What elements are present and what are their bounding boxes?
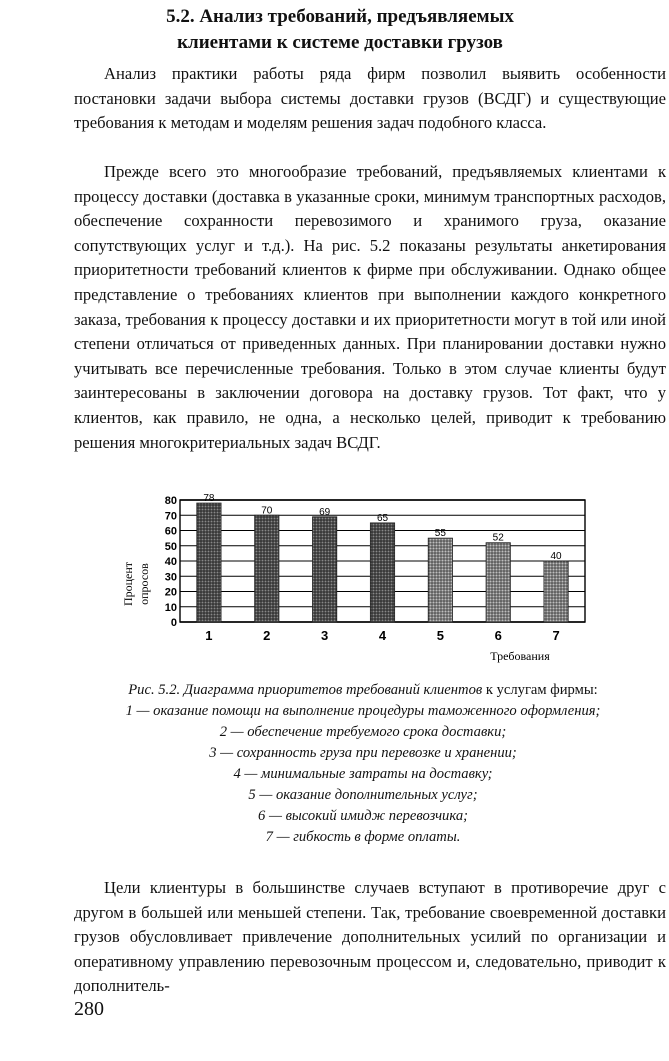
priority-bar-chart <box>110 492 600 668</box>
chart-value-label: 40 <box>550 551 562 562</box>
chart-ytick-label: 10 <box>164 601 177 614</box>
chart-bar <box>428 538 452 622</box>
chart-bar <box>312 517 336 622</box>
chart-ytick-label: 40 <box>164 556 177 568</box>
paragraph-text: Прежде всего это многообразие требований, предъявляемых клиентами к процессу доставки (доставка в указанные сроки, минимум транспортных расходов, обеспечение сохранности перевозимого и хранимого груза, оказание сопутствующих услуг и т.д.). На рис. 5.2 показаны результаты анкетирования приоритетности требований клиентов к фирме при обслуживании. Однако общее представление о требованиях клиентов при выполнении каждого конкретного заказа, требования к процессу доставки и их приоритетности могут в той или иной степени отличаться от приведенных данных. При планировании доставки нужно учитывать все перечисленные требования. Только в этом случае клиенты будут заинтересованы в заключении договора на доставку грузов. Тот факт, что у клиентов, как правило, не одна, а несколько целей, приводит к требованию решения многокритериальных задач ВСДГ. <box>74 162 666 452</box>
chart-category-label: 7 <box>552 628 560 643</box>
chart-value-label: 78 <box>203 493 215 505</box>
caption-title-italic: Рис. 5.2. Диаграмма приоритетов требований клиентов <box>128 682 483 698</box>
caption-item: 3 — сохранность груза при перевозке и хранении; <box>209 745 517 761</box>
chart-ytick-label: 20 <box>164 586 177 599</box>
section-heading <box>60 4 620 56</box>
paragraph-requirements <box>74 160 666 455</box>
chart-ylabel-line2: опросов <box>137 563 151 605</box>
chart-ylabel-line1: Процент <box>121 561 135 607</box>
chart-category-label: 5 <box>436 628 444 643</box>
chart-ytick-label: 80 <box>164 495 177 507</box>
chart-ytick-label: 0 <box>170 617 177 629</box>
chart-category-label: 4 <box>378 628 387 643</box>
chart-category-label: 2 <box>263 628 271 643</box>
paragraph-text: Анализ практики работы ряда фирм позволил выявить особенности постановки задачи выбора системы доставки грузов (ВСДГ) и существующие требования к методам и моделям решения задач подобного класса. <box>74 64 666 133</box>
chart-category-label: 1 <box>205 628 213 643</box>
figure-caption <box>60 680 666 848</box>
chart-bar <box>486 543 510 622</box>
chart-ytick-label: 70 <box>164 510 177 523</box>
page-number: 280 <box>74 998 104 1020</box>
chart-value-label: 69 <box>319 506 331 518</box>
caption-title <box>60 680 666 701</box>
chart-value-label: 52 <box>492 532 504 544</box>
chart-value-label: 70 <box>261 505 273 517</box>
caption-item: 7 — гибкость в форме оплаты. <box>265 829 461 845</box>
caption-item: 6 — высокий имидж перевозчика; <box>258 808 468 824</box>
chart-category-label: 3 <box>321 628 329 643</box>
caption-item: 2 — обеспечение требуемого срока доставки; <box>219 724 507 740</box>
paragraph-intro <box>74 62 666 136</box>
chart-bar <box>370 523 394 622</box>
chart-bar <box>197 503 221 622</box>
caption-item: 1 — оказание помощи на выполнение процедуры таможенного оформления; <box>125 703 601 719</box>
chart-ytick-label: 30 <box>164 571 177 584</box>
caption-item: 5 — оказание дополнительных услуг; <box>248 787 478 803</box>
chart-bar <box>544 561 568 622</box>
chart-ytick-label: 50 <box>164 540 177 553</box>
chart-xlabel: Требования <box>490 649 550 663</box>
chart-value-label: 55 <box>434 528 446 540</box>
paragraph-text: Цели клиентуры в большинстве случаев вступают в противоречие друг с другом в большей или меньшей степени. Так, требование своевременной доставки грузов обусловливает привлечение дополнительных усилий по организации и оперативному управлению перевозочным процессом и, следовательно, приводит к дополнитель- <box>74 878 666 996</box>
section-title-line2: клиентами к системе доставки грузов <box>177 32 503 53</box>
section-title-line1: 5.2. Анализ требований, предъявляемых <box>166 6 514 27</box>
chart-ytick-label: 60 <box>164 525 177 538</box>
paragraph-conflicts <box>74 876 666 999</box>
caption-item: 4 — минимальные затраты на доставку; <box>233 766 493 782</box>
chart-value-label: 65 <box>376 512 389 524</box>
chart-category-label: 6 <box>494 628 502 643</box>
caption-title-upright: к услугам фирмы: <box>482 682 598 698</box>
chart-bar <box>255 515 279 622</box>
